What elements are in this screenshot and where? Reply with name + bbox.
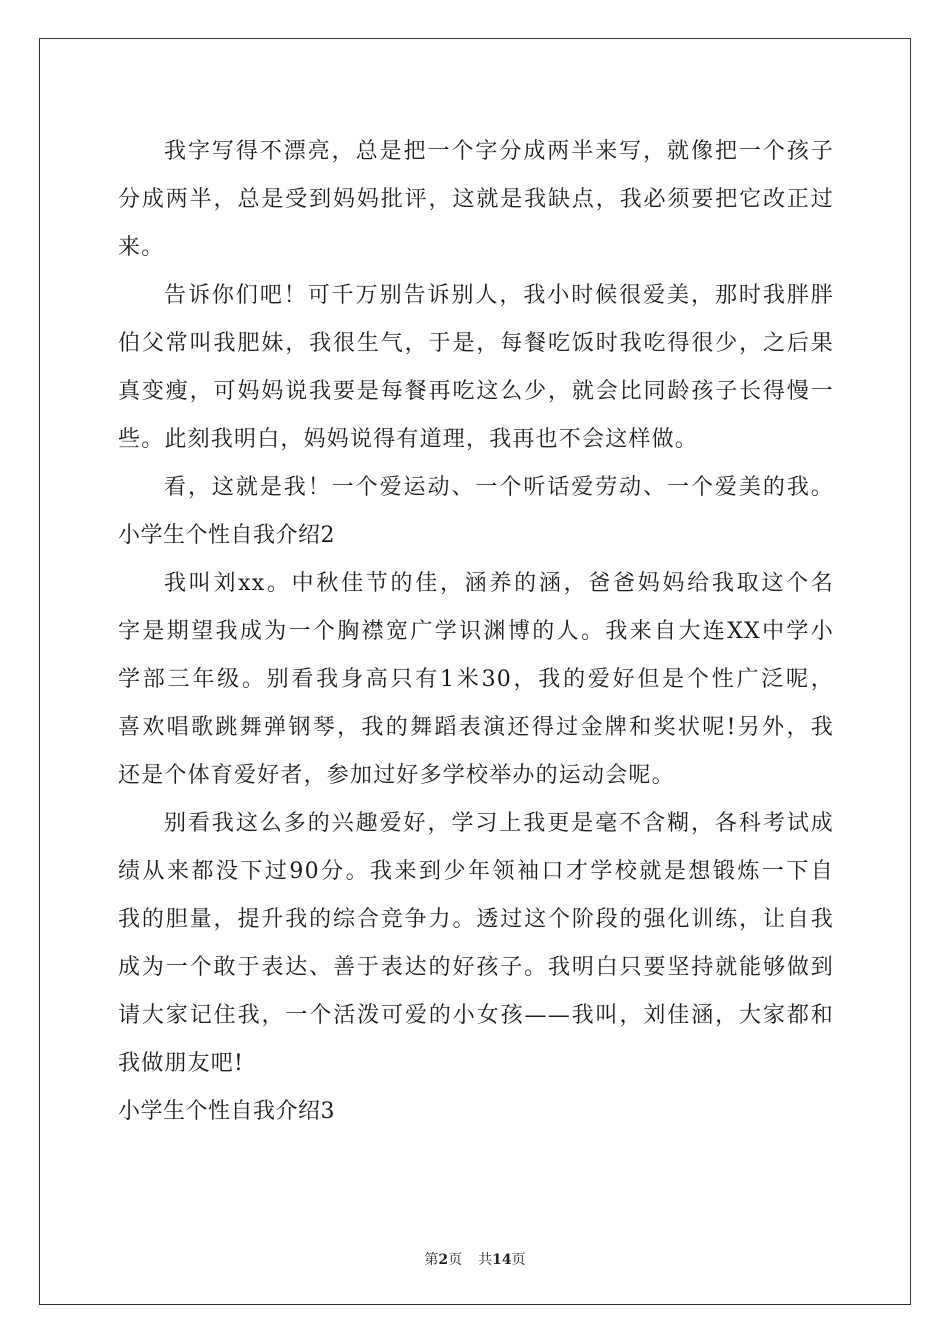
page-total: 14 [492,1252,512,1268]
paragraph-line: 些。此刻我明白，妈妈说得有道理，我再也不会这样做。 [118,427,699,452]
section-heading: 小学生个性自我介绍2 [118,523,335,548]
paragraph-line: 别看我这么多的兴趣爱好，学习上我更是毫不含糊，各科考试成 [164,811,834,836]
paragraph-line: 成为一个敢于表达、善于表达的好孩子。我明白只要坚持就能够做到 [118,955,834,980]
paragraph-line: 伯父常叫我肥妹，我很生气，于是，每餐吃饭时我吃得很少，之后果 [118,331,834,356]
paragraph-line: 来。 [118,235,165,260]
section-heading: 小学生个性自我介绍3 [118,1099,335,1124]
page-suffix: 页 [448,1252,463,1268]
paragraph-line: 分成两半，总是受到妈妈批评，这就是我缺点，我必须要把它改正过 [118,187,834,212]
document-body [118,128,834,1136]
total-suffix: 页 [511,1252,526,1268]
page-current: 2 [438,1252,449,1268]
paragraph-line: 还是个体育爱好者，参加过好多学校举办的运动会呢。 [118,763,675,788]
page-footer [0,1249,950,1269]
paragraph-line: 我做朋友吧! [118,1051,245,1076]
paragraph-line: 我的胆量，提升我的综合竞争力。透过这个阶段的强化训练，让自我 [118,907,834,932]
paragraph-line: 喜欢唱歌跳舞弹钢琴，我的舞蹈表演还得过金牌和奖状呢!另外，我 [118,715,834,740]
paragraph-line: 学部三年级。别看我身高只有1米30，我的爱好但是个性广泛呢， [118,667,834,692]
total-prefix: 共 [478,1252,493,1268]
page-prefix: 第 [424,1252,439,1268]
paragraph-line: 看，这就是我！一个爱运动、一个听话爱劳动、一个爱美的我。 [164,475,834,500]
paragraph-line: 我字写得不漂亮，总是把一个字分成两半来写，就像把一个孩子 [164,139,834,164]
paragraph-line: 绩从来都没下过90分。我来到少年领袖口才学校就是想锻炼一下自 [118,859,834,884]
paragraph-line: 字是期望我成为一个胸襟宽广学识渊博的人。我来自大连XX中学小 [118,619,834,644]
paragraph-line: 请大家记住我，一个活泼可爱的小女孩——我叫，刘佳涵，大家都和 [118,1003,834,1028]
paragraph-line: 告诉你们吧！可千万别告诉别人，我小时候很爱美，那时我胖胖 [164,283,834,308]
paragraph-line: 真变瘦，可妈妈说我要是每餐再吃这么少，就会比同龄孩子长得慢一 [118,379,834,404]
paragraph-line: 我叫刘xx。中秋佳节的佳，涵养的涵，爸爸妈妈给我取这个名 [164,571,834,596]
